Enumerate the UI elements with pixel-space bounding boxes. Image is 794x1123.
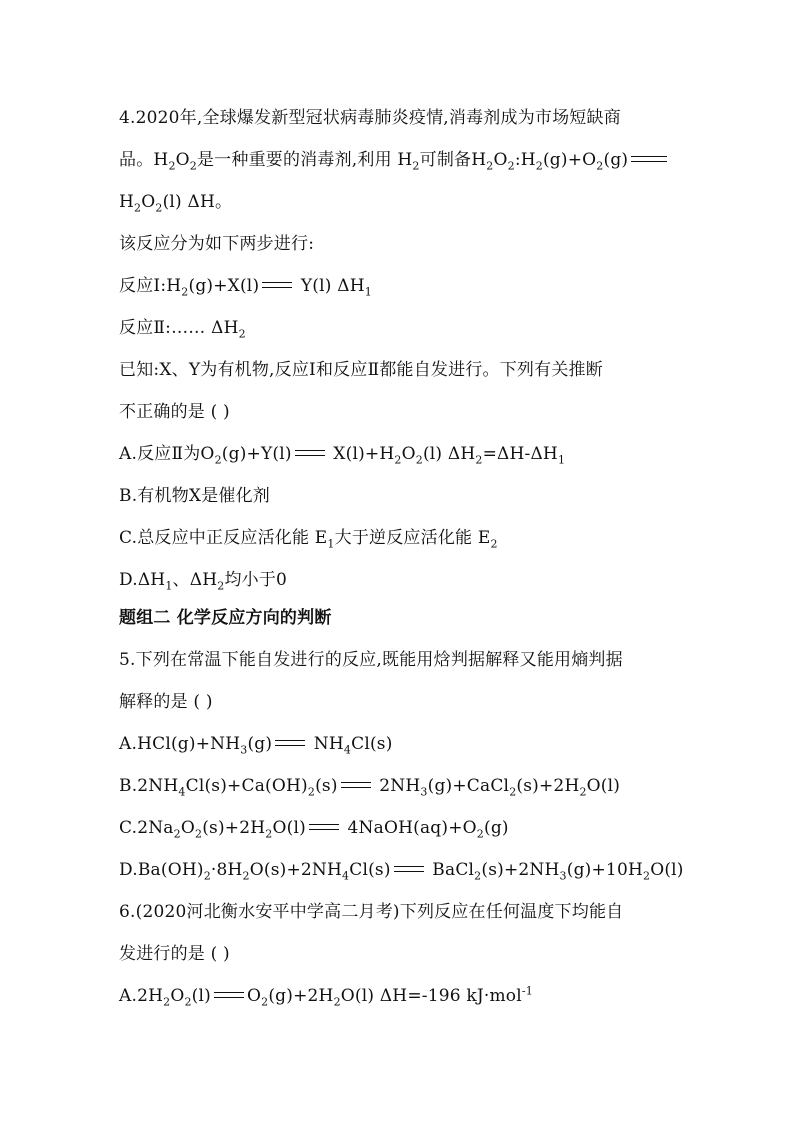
q6-stem-line-2: 发进行的是 ( ): [119, 944, 230, 964]
q4-option-b: B.有机物X是催化剂: [119, 486, 270, 506]
q6-option-a: $A.2H_2O_2(l)$ $O_2(g)+2H_2O(l)$ ΔH=-196 kJ·mol$^{-1}$: [119, 984, 533, 1009]
q4-option-c: C.总反应中正反应活化能 $E_1$大于逆反应活化能 $E_2$: [119, 528, 498, 551]
q5-option-b: $B.2NH_4Cl(s)+Ca(OH)_2(s)$ $2NH_3(g)+CaCl_2(s)+2H_2O(l)$: [119, 776, 621, 799]
equilibrium-sign: [295, 450, 325, 456]
q5-stem-line-1: 5.下列在常温下能自发进行的反应,既能用焓判据解释又能用熵判据: [119, 650, 623, 670]
q5-option-d: $D.Ba(OH)_2\cdot 8H_2O(s)+2NH_4Cl(s)$ $BaCl_2(s)+2NH_3(g)+10H_2O(l)$: [119, 860, 684, 883]
equilibrium-sign: [341, 782, 371, 788]
q4-stem-line-4: 该反应分为如下两步进行:: [119, 234, 315, 254]
q5-stem-line-2: 解释的是 ( ): [119, 692, 213, 712]
q4-stem-line-3: $H_2O_2(l)$ ΔH。: [119, 192, 233, 215]
q4-reaction-2: 反应Ⅱ:…… $\Delta H_2$: [119, 318, 246, 341]
q4-reaction-1: 反应$Ⅰ:H_2(g)+X(l)$ Y(l) $\Delta H_1$: [119, 276, 372, 299]
equilibrium-sign: [394, 866, 424, 872]
equilibrium-sign: [262, 282, 292, 288]
equilibrium-sign: [309, 824, 339, 830]
q4-given-line-1: 已知:X、Y为有机物,反应Ⅰ和反应Ⅱ都能自发进行。下列有关推断: [119, 360, 603, 380]
q5-option-c: $C.2Na_2O_2(s)+2H_2O(l)$ $4NaOH(aq)+O_2(g)$: [119, 818, 509, 841]
q4-given-line-2: 不正确的是 ( ): [119, 402, 230, 422]
q5-option-a: $A.HCl(g)+NH_3(g)$ $NH_4Cl(s)$: [119, 734, 393, 757]
q4-option-d: $D.\Delta H_1$、$\Delta H_2$均小于0: [119, 570, 288, 593]
q6-stem-line-1: 6.(2020河北衡水安平中学高二月考)下列反应在任何温度下均能自: [119, 902, 624, 922]
equilibrium-sign: [631, 156, 667, 162]
q4-option-a: A.反应Ⅱ为$O_2(g)+Y(l)$ $X(l)+H_2O_2(l)$ $\Delta H_2=\Delta H-\Delta H_1$: [119, 444, 566, 467]
q4-stem-line-2: 品。$H_2O_2$是一种重要的消毒剂,利用 $H_2$可制备$H_2O_2:H_2(g)+O_2(g)$: [119, 148, 679, 172]
equilibrium-sign: [214, 992, 244, 998]
group-2-heading: 题组二 化学反应方向的判断: [119, 608, 332, 628]
equilibrium-sign: [275, 740, 305, 746]
q4-stem-line-1: 4.2020年,全球爆发新型冠状病毒肺炎疫情,消毒剂成为市场短缺商: [119, 108, 621, 128]
